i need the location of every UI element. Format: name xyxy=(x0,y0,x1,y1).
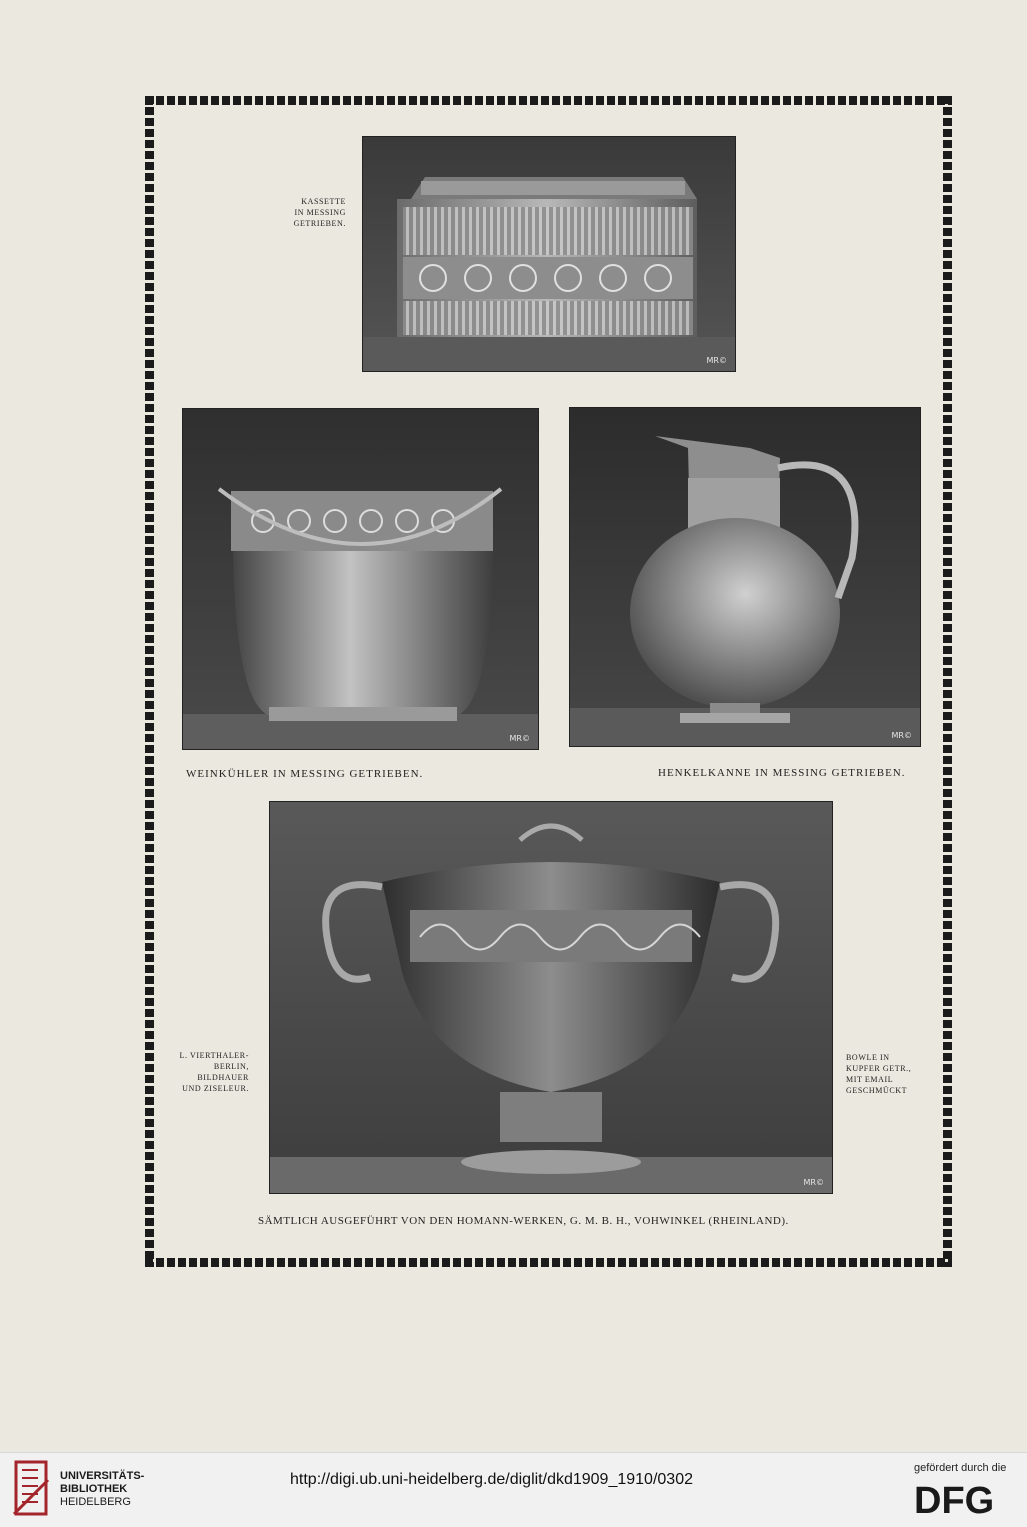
caption-henkelkanne: HENKELKANNE IN MESSING GETRIEBEN. xyxy=(658,767,906,779)
border-bottom xyxy=(145,1258,952,1267)
svg-text:DFG: DFG xyxy=(914,1480,995,1516)
caption-kassette: KASSETTE IN MESSING GETRIEBEN. xyxy=(293,197,346,228)
dfg-logo-icon[interactable] xyxy=(914,1480,1014,1516)
viewer-footer xyxy=(0,1452,1027,1527)
funding-text: gefördert durch die xyxy=(914,1462,1007,1474)
photo-mark: MR© xyxy=(706,356,727,365)
caption-artist: L. VIERTHALER- BERLIN, BILDHAUER UND ZISELEUR. xyxy=(179,1051,249,1093)
photo-mark: MR© xyxy=(509,734,530,743)
caption-bottom: SÄMTLICH AUSGEFÜHRT VON DEN HOMANN-WERKEN, G. M. B. H., VOHWINKEL (RHEINLAND). xyxy=(258,1215,789,1227)
page-url-link[interactable]: http://digi.ub.uni-heidelberg.de/diglit/dkd1909_1910/0302 xyxy=(290,1471,693,1488)
photo-bowle xyxy=(269,801,833,1194)
photo-mark: MR© xyxy=(891,731,912,740)
university-logo-icon[interactable] xyxy=(12,1460,52,1516)
university-name[interactable]: UNIVERSITÄTS- BIBLIOTHEK HEIDELBERG xyxy=(60,1470,145,1508)
border-right xyxy=(943,96,952,1267)
photo-kassette xyxy=(362,136,736,372)
caption-bowle: BOWLE IN KUPFER GETR., MIT EMAIL GESCHMÜCKT xyxy=(846,1053,912,1095)
border-top xyxy=(145,96,952,105)
photo-mark: MR© xyxy=(803,1178,824,1187)
caption-weinkuehler: WEINKÜHLER IN MESSING GETRIEBEN. xyxy=(186,768,424,780)
photo-henkelkanne xyxy=(569,407,921,747)
photo-weinkuehler xyxy=(182,408,539,750)
